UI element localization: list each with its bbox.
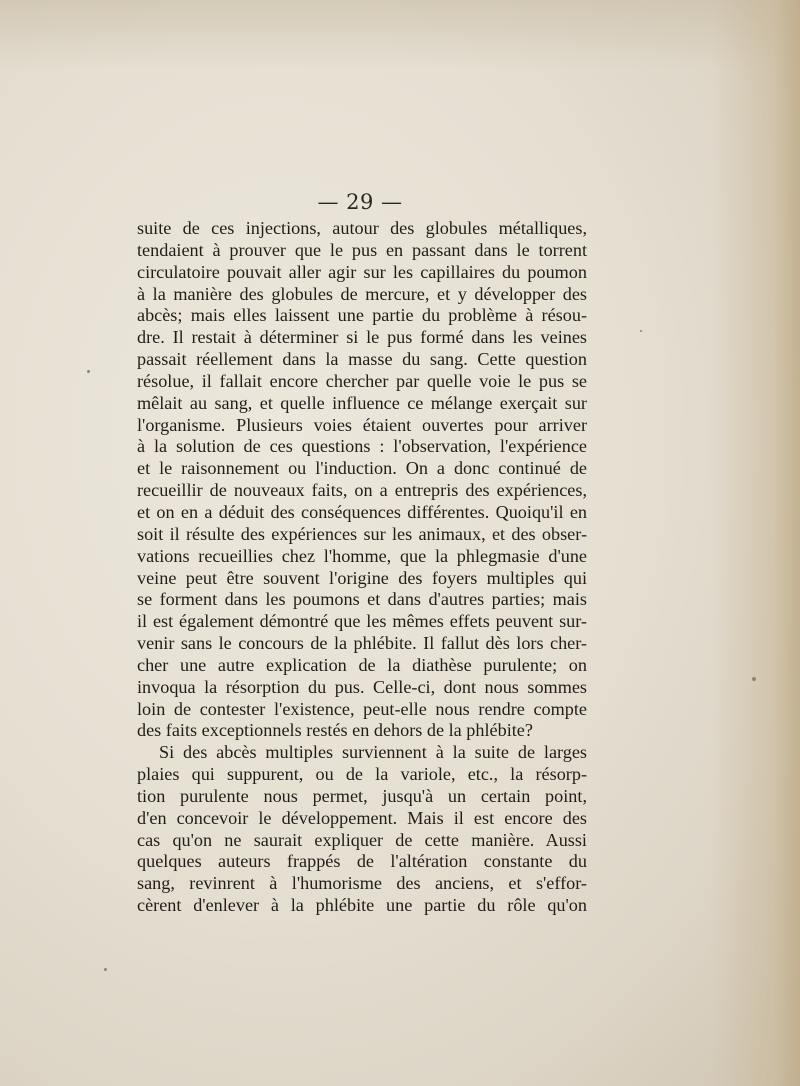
- text-line: plaies qui suppurent, ou de la variole, etc., la résorp-: [137, 764, 587, 785]
- text-line: se forment dans les poumons et dans d'autres parties; mais: [137, 589, 587, 610]
- text-line: suite de ces injections, autour des globules métalliques,: [137, 218, 587, 238]
- text-line: cher une autre explication de la diathèse purulente; on: [137, 654, 587, 675]
- text-line: sang, revinrent à l'humorisme des anciens, et s'effor-: [137, 873, 587, 894]
- text-line: loin de contester l'existence, peut-elle nous rendre compte: [137, 698, 587, 719]
- text-line: à la solution de ces questions : l'observation, l'expérience: [137, 436, 587, 457]
- page-number: — 29 —: [317, 190, 403, 214]
- text-line: il est également démontré que les mêmes effets peuvent sur-: [137, 611, 587, 632]
- text-line: circulatoire pouvait aller agir sur les capillaires du poumon: [137, 261, 587, 282]
- text-line: d'en concevoir le développement. Mais il est encore des: [137, 807, 587, 828]
- text-line: invoqua la résorption du pus. Celle-ci, dont nous sommes: [137, 676, 587, 697]
- text-line: dre. Il restait à déterminer si le pus formé dans les veines: [137, 327, 587, 348]
- text-line: tendaient à prouver que le pus en passant dans le torrent: [137, 239, 587, 260]
- text-line: l'organisme. Plusieurs voies étaient ouvertes pour arriver: [137, 414, 587, 435]
- text-line: abcès; mais elles laissent une partie du problème à résou-: [137, 305, 587, 326]
- paper-speck: [640, 330, 642, 332]
- text-line: venir sans le concours de la phlébite. Il fallut dès lors cher-: [137, 633, 587, 654]
- text-line: Si des abcès multiples surviennent à la suite de larges: [159, 742, 587, 763]
- text-line: cas qu'on ne saurait expliquer de cette manière. Aussi: [137, 829, 587, 850]
- text-line: recueillir de nouveaux faits, on a entrepris des expériences,: [137, 480, 587, 501]
- text-line: résolue, il fallait encore chercher par quelle voie le pus se: [137, 370, 587, 391]
- paper-speck: [104, 968, 107, 971]
- text-line: vations recueillies chez l'homme, que la phlegmasie d'une: [137, 545, 587, 566]
- text-line: quelques auteurs frappés de l'altération constante du: [137, 851, 587, 872]
- paper-speck: [752, 677, 756, 681]
- text-line: à la manière des globules de mercure, et y développer des: [137, 283, 587, 304]
- page-right-shading: [710, 0, 800, 1086]
- text-line: soit il résulte des expériences sur les animaux, et des obser-: [137, 523, 587, 544]
- text-line: et on en a déduit des conséquences différentes. Quoiqu'il en: [137, 501, 587, 522]
- text-line: tion purulente nous permet, jusqu'à un certain point,: [137, 785, 587, 806]
- text-line: cèrent d'enlever à la phlébite une partie du rôle qu'on: [137, 895, 587, 916]
- text-line: veine peut être souvent l'origine des foyers multiples qui: [137, 567, 587, 588]
- text-line: passait réellement dans la masse du sang. Cette question: [137, 349, 587, 370]
- text-line: mêlait au sang, et quelle influence ce mélange exerçait sur: [137, 392, 587, 413]
- page-top-shading: [0, 0, 800, 70]
- text-line: et le raisonnement ou l'induction. On a donc continué de: [137, 458, 587, 479]
- body-text: [137, 218, 587, 917]
- paper-speck: [87, 370, 90, 373]
- text-line: des faits exceptionnels restés en dehors de la phlébite?: [137, 720, 533, 741]
